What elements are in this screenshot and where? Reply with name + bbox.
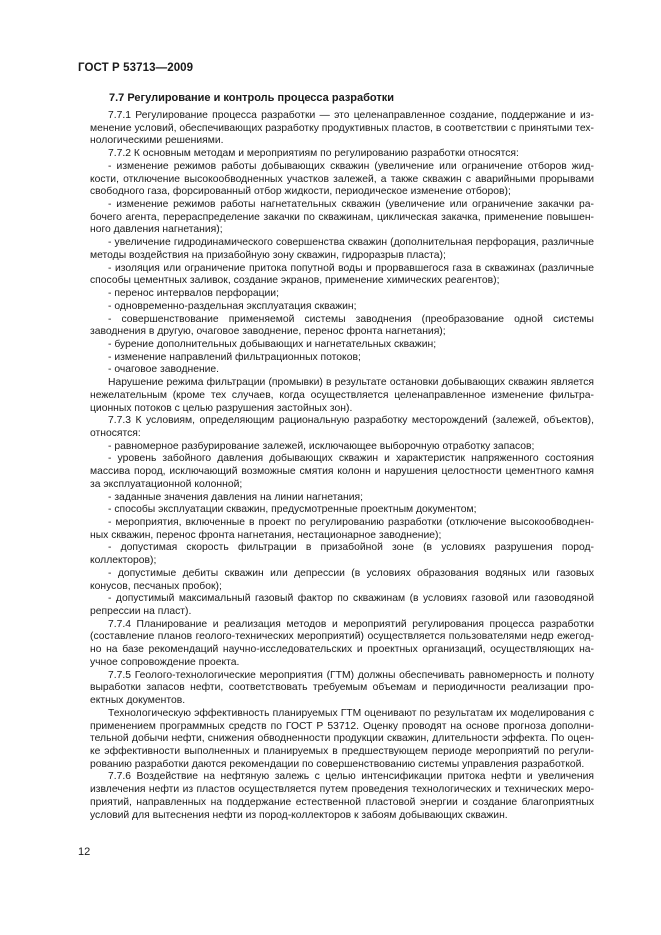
list-item: - изменение режимов работы нагнетательных скважин (увеличение или ограничение закачки рабочего агента, перераспределение закачки по скважинам, циклическая закачка, применение повышенного давления нагнетания); (90, 199, 594, 236)
list-item: - допустимая скорость фильтрации в призабойной зоне (в условиях разрушения пород-коллекторов); (90, 542, 594, 567)
list-item: - изменение направлений фильтрационных потоков; (108, 351, 361, 363)
list-item: - допустимые дебиты скважин или депрессии (в условиях образования водяных или газовых конусов, песчаных пробок); (90, 567, 594, 592)
list-item: - перенос интервалов перфорации; (108, 288, 279, 300)
list-item: - равномерное разбурирование залежей, исключающее выборочную отработку запасов; (108, 440, 535, 452)
list-item: - изменение режимов работы добывающих скважин (увеличение или ограничение отборов жидкости, отключение высокообводненных участков залежей, а также скважин с аварийными прорывами свободного газа, форсированный отбор жидкости, периодическое изменение отборов); (90, 160, 594, 198)
list-item: - заданные значения давления на линии нагнетания; (108, 491, 363, 503)
standard-header: ГОСТ Р 53713—2009 (78, 62, 194, 74)
page-number: 12 (78, 846, 91, 858)
list-item: - уровень забойного давления добывающих скважин и характеристик напряженного состояния массива пород, исключающий возможные смятия колонн и нарушения целостности цементного камня за эксплуатационной колонной; (90, 453, 594, 490)
list-item: - допустимый максимальный газовый фактор по скважинам (в условиях газовой или газоводяной репрессии на пласт). (90, 593, 594, 618)
paragraph: 7.7.5 Геолого-технологические мероприятия (ГТМ) должны обеспечивать равномерность и полноту выработки запасов нефти, соответствовать требуемым объемам и периодичности реализации проектных документов. (90, 669, 594, 707)
paragraph: Нарушение режима фильтрации (промывки) в результате остановки добывающих скважин является нежелательным (кроме тех случаев, когда осуществляется целенаправленное изменение фильтрационных потоков с целью разрушения застойных зон). (90, 377, 594, 414)
list-item: - совершенствование применяемой системы заводнения (преобразование одной системы заводнения в другую, очаговое заводнение, перенос фронта нагнетания); (90, 313, 594, 338)
list-item: - бурение дополнительных добывающих и нагнетательных скважин; (108, 338, 437, 350)
list-item: - мероприятия, включенные в проект по регулированию разработки (отключение высокообводненных скважин, перенос фронта нагнетания, нестационарное заводнение); (90, 517, 594, 541)
paragraph: 7.7.1 Регулирование процесса разработки — это целенаправленное создание, поддержание и изменение условий, обеспечивающих разработку продуктивных пластов, в соответствии с принятыми технологическими решениями. (90, 110, 594, 147)
section-title: 7.7 Регулирование и контроль процесса разработки (109, 92, 395, 104)
paragraph: Технологическую эффективность планируемых ГТМ оценивают по результатам их моделирования с применением программных средств по ГОСТ Р 53712. Оценку проводят на основе прогноза дополнительной добычи нефти, снижения обводненности продукции скважин, длительности эффекта. По оценке эффективности выполненных и планируемых в предшествующем периоде мероприятий по регулированию разработки даются рекомендации по совершенствованию системы управления разработкой. (90, 707, 594, 770)
list-item: - очаговое заводнение. (108, 364, 220, 376)
list-item: - одновременно-раздельная эксплуатация скважин; (108, 300, 357, 312)
paragraph: 7.7.4 Планирование и реализация методов и мероприятий регулирования процесса разработки (составление планов геолого-технических мероприятий) осуществляется пользователями недр ежегодно на базе рекомендаций научно-исследовательских и проектных организаций, осуществляющих научное сопровождение проекта. (90, 618, 594, 668)
paragraph: 7.7.3 К условиям, определяющим рациональную разработку месторождений (залежей, объектов), относятся: (90, 415, 594, 439)
list-item: - изоляция или ограничение притока попутной воды и прорвавшегося газа в скважинах (различные способы цементных заливок, создание экранов, применение химических реагентов); (90, 262, 594, 287)
list-item: - увеличение гидродинамического совершенства скважин (дополнительная перфорация, различные методы воздействия на призабойную зону скважин, гидроразрыв пласта); (90, 237, 594, 261)
list-item: - способы эксплуатации скважин, предусмотренные проектным документом; (108, 504, 477, 516)
paragraph: 7.7.6 Воздействие на нефтяную залежь с целью интенсификации притока нефти и увеличения извлечения нефти из пластов осуществляется путем проведения технологических и технических мероприятий, направленных на поддержание естественной пластовой энергии и создание благоприятных условий для вытеснения нефти из пород-коллекторов к забоям добывающих скважин. (90, 771, 594, 821)
paragraph: 7.7.2 К основным методам и мероприятиям по регулированию разработки относятся: (108, 148, 519, 160)
body-text (90, 110, 594, 822)
